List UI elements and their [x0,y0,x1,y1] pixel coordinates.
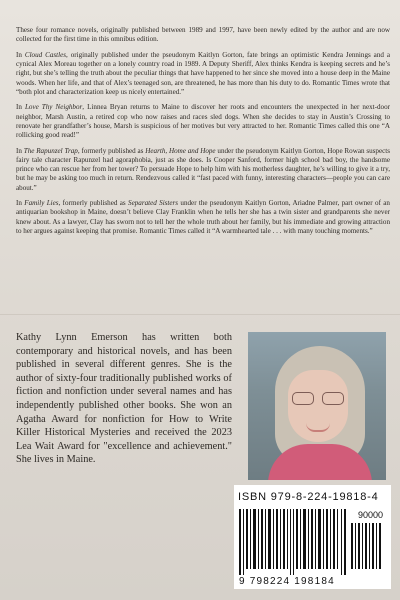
author-photo [248,332,386,480]
blurb-love-thy-neighbor: In Love Thy Neighbor, Linnea Bryan returns to Maine to discover her roots and encounters the unexpected in her next-door neighbor, Marsh Austin, a retired cop who now raises and races sled dogs. When she decides to stay in Austin’s Crossing to renovate her grandfather’s house, Marsh is suspicious of her motives but very attracted to her. Romantic Times called this one “A rollicking good read!” [16,103,390,140]
barcode-bars [239,509,347,575]
blurb-rapunzel-trap: In The Rapunzel Trap, formerly published as Hearth, Home and Hope under the pseudonym Kaitlyn Gorton, Hope Rowan suspects fairy tale character Rapunzel had agoraphobia, just as she does. Is Cooper Sanford, former high school bad boy, the handsome prince who can rescue her from her tower? To persuade Hope to help him with his motherless daughter, he’s willing to give it a try, but he may be asking too much in return. Rendezvous called it “fast paced with funny, interesting characters—people you can care about.” [16,146,390,192]
blurb-cloud-castles: In Cloud Castles, originally published under the pseudonym Kaitlyn Gorton, fate brings an optimistic Kendra Jennings and a cynical Alex Moreau together on a lonely country road in 1989. A Deputy Sheriff, Alex thinks Kendra is keeping secrets and he’s right, but she’s telling the truth about the peculiar things that have happened to her since she moved into a house deep in the Maine woods. When her life, and that of Alex’s teenaged son, are threatened, he has more than his duty to do. Romantic Times wrote that “both plot and characterization keep us nicely entertained.” [16,50,390,96]
blurb-intro: These four romance novels, originally published between 1989 and 1997, have been newly edited by the author and are now collected for the first time in this omnibus edition. [16,26,390,44]
author-glasses [292,392,344,404]
price-barcode-bars [351,523,383,569]
author-bio: Kathy Lynn Emerson has written both contemporary and historical novels, and has been published in several different genres. She is the author of sixty-four traditionally published works of fiction and nonfiction under several names and has independently published other books. She won an Agatha Award for nonfiction for How to Write Killer Historical Mysteries and received the 2023 Lea Wait Award for "excellence and achievement." She lives in Maine. [16,332,232,466]
title-hearth-home-hope: Hearth, Home and Hope [145,146,216,155]
isbn-label: ISBN 979-8-224-19818-4 [238,491,379,503]
title-family-lies: Family Lies [24,199,59,208]
book-blurb [16,26,390,243]
title-love-thy-neighbor: Love Thy Neighbor [24,103,83,112]
price-code: 90000 [357,510,383,520]
section-divider [0,314,400,315]
isbn-barcode [234,485,391,589]
title-rapunzel-trap: The Rapunzel Trap [23,146,78,155]
title-separated-sisters: Separated Sisters [128,199,179,208]
ean-digits: 9 798224 198184 [239,576,335,587]
title-cloud-castles: Cloud Castles [24,50,66,59]
blurb-family-lies: In Family Lies, formerly published as Separated Sisters under the pseudonym Kaitlyn Gorton, Ariadne Palmer, part owner of an antiquarian bookshop in Maine, doesn’t believe Clay Franklin when he tells her she has a twin sister and grandparents she never knew about. As a lawyer, Clay has sworn not to tell her the whole truth about her family, but his immediate and growing attraction to her argues against keeping that promise. Romantic Times called it “A warmhearted tale . . . with many touching moments.” [16,199,390,235]
